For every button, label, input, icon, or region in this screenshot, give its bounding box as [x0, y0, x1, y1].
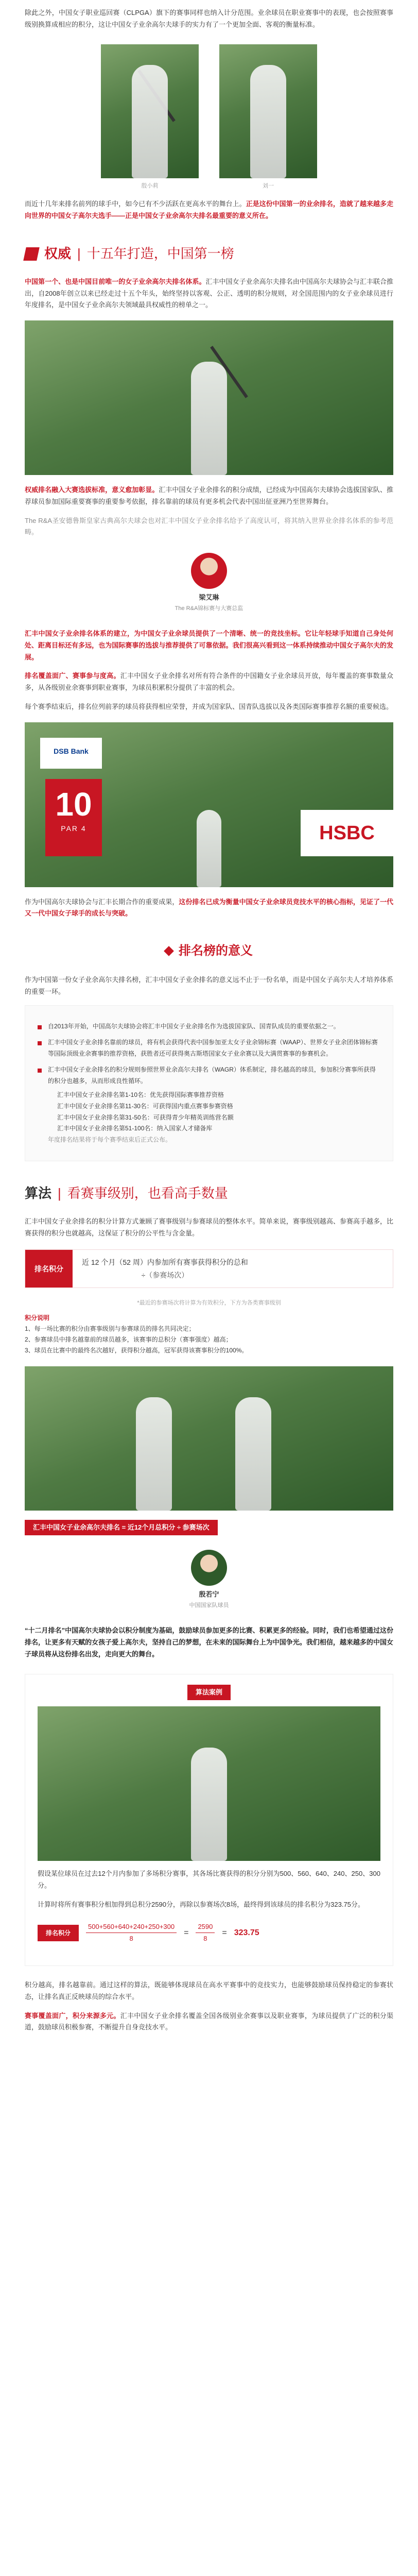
calc-fraction-2: $\frac{2590}{8}$ — [196, 1921, 215, 1945]
quote-title: 中国国家队球员 — [189, 1602, 229, 1609]
section-subtitle: 看赛事级别，也看高手数量 — [67, 1185, 228, 1201]
golfer-photo-right — [219, 44, 317, 178]
section-header-algorithm: 算法 | 看赛事级别，也看高手数量 — [25, 1182, 393, 1206]
quote-card-2 — [25, 1550, 393, 1611]
formula-banner — [25, 1249, 393, 1288]
diamond-icon — [164, 946, 174, 956]
quote-card-1 — [25, 553, 393, 614]
authority-paragraph-2: 权威排名融入大赛选拔标准，意义愈加彰显。汇丰中国女子业余排名的积分成绩，已经成为中国高尔夫球协会选拔国家队、推荐球员参加国际重要赛事的重要参考依据，排名靠前的球员有更多机会代表中国出征亚洲乃至世界舞台。 — [25, 486, 393, 505]
photo-cell-right — [219, 44, 317, 191]
section-subtitle: 十五年打造，中国第一榜 — [86, 246, 234, 262]
quote-paragraph: 汇丰中国女子业余排名体系的建立，为中国女子业余球员提供了一个清晰、统一的竞技坐标。它让年轻球手知道自己身处何处、距离目标还有多远，也为国际赛事的选拔与推荐提供了可靠依据。我们很高兴看到这一体系持续推动中国女子高尔夫的发展。 — [25, 630, 393, 661]
players-photo — [25, 1366, 393, 1511]
step-item: 1、每一场比赛的积分由赛事级别与参赛球员的排名共同决定； — [25, 1325, 195, 1332]
quote-title: The R&A锦标赛与大赛总监 — [175, 605, 243, 612]
formula-line-2: ÷（参赛场次） — [141, 1270, 189, 1279]
algorithm-paragraph: 汇丰中国女子业余排名的积分计算方式兼顾了赛事级别与参赛球员的整体水平。简单来说，赛事级别越高、参赛高手越多，比赛获得的积分也就越高，这保证了积分的公平性与含金量。 — [25, 1217, 393, 1237]
closing-paragraph-1: 积分越高，排名越靠前。通过这样的算法，既能够体现球员在高水平赛事中的竞技实力，也能够鼓励球员保持稳定的参赛状态，让排名真正反映球员的综合水平。 — [25, 1981, 393, 2001]
sub-list-item: 汇丰中国女子业余排名第51-100名：纳入国家人才储备库 — [57, 1125, 213, 1132]
closing-paragraph-2: 赛事覆盖面广，积分来源多元。汇丰中国女子业余排名覆盖全国各级别业余赛事以及职业赛事，为球员提供了广泛的积分渠道，鼓励球员积极参赛，不断提升自身竞技水平。 — [25, 2011, 393, 2031]
coverage-paragraph-3: 作为中国高尔夫球协会与汇丰长期合作的重要成果，这份排名已成为衡量中国女子业余球员竞技水平的核心指标，见证了一代又一代中国女子球手的成长与突破。 — [25, 897, 393, 918]
quote-name: 梁艾琳 — [199, 594, 219, 601]
formula-line-1: 近 12 个月（52 周）内参加所有赛事获得积分的总和 — [82, 1258, 248, 1267]
case-box — [25, 1674, 393, 1967]
step-item: 2、参赛球员中排名越靠前的球员越多，该赛事的总积分（赛事强度）越高； — [25, 1335, 232, 1343]
avatar — [191, 553, 227, 589]
case-title: 算法案例 — [187, 1685, 231, 1701]
section-title: 算法 — [25, 1185, 52, 1201]
authority-paragraph-1: 中国第一个、也是中国目前唯一的女子业余高尔夫排名体系。汇丰中国女子业余高尔夫排名由中国高尔夫球协会与汇丰联合推出，自2008年创立以来已经走过十五个年头，始终坚持以客观、公正、透明的积分规则，对全国范围内的女子业余球员进行年度排名，是中国女子业余高尔夫领域最具权威性的榜单之一。 — [25, 277, 393, 309]
case-paragraph-2: 计算时将所有赛事积分相加得到总积分2590分，再除以参赛场次8场，最终得到该球员的排名积分为323.75分。 — [38, 1900, 364, 1908]
section-marker — [23, 247, 40, 261]
case-photo — [38, 1706, 380, 1861]
meaning-title: 排名榜的意义 — [179, 944, 253, 958]
section-header-authority: 权威 | 十五年打造，中国第一榜 — [25, 242, 393, 266]
coverage-paragraph-2: 每个赛季结束后，排名位列前茅的球员将获得相应荣誉，并成为国家队、国青队选拔以及各类国际赛事推荐名额的重要候选。 — [25, 702, 393, 710]
list-item: 汇丰中国女子业余排名的积分规则参照世界业余高尔夫排名（WAGR）体系制定，排名越高的球员，参加积分赛事所获得的积分也越多，从而形成良性循环。 汇丰中国女子业余排名第1-10名：优先获得国际赛事推荐资格 汇丰中国女子业余排名第11-30名：可获得国内重点赛事参赛资格 汇丰中国女子业余排名第31-50名：可获得青少年精英训练营名额 汇丰中国女子业余排名第51-100名：纳入国家人才储备库 年度排名结果将于每个赛季结束后正式公布。 — [38, 1064, 380, 1145]
meaning-lead: 作为中国第一份女子业余高尔夫排名榜，汇丰中国女子业余排名的意义远不止于一份名单，而是中国女子高尔夫人才培养体系的重要一环。 — [25, 976, 393, 995]
formula-tag: 排名积分 — [25, 1250, 73, 1287]
sub-list-item: 汇丰中国女子业余排名第11-30名：可获得国内重点赛事参赛资格 — [57, 1103, 233, 1110]
calculation: 排名积分 $\frac{500+560+640+240+250+300}{8}$ = $\frac{2590}{8}$ = 323.75 — [38, 1921, 380, 1945]
final-formula: 汇丰中国女子业余高尔夫排名 = 近12个月总积分 ÷ 参赛场次 — [25, 1520, 393, 1536]
hole-sign: 10 PAR 4 — [45, 779, 102, 856]
article — [0, 7, 418, 2056]
photo-caption-right: 刘一 — [263, 182, 274, 189]
calc-label: 排名积分 — [38, 1925, 79, 1942]
sub-list — [57, 1090, 380, 1134]
intro-paragraph-2: 而近十几年来排名前列的球手中，如今已有不少活跃在更高水平的舞台上。正是这份中国第一的业余排名，造就了越来越多走向世界的中国女子高尔夫选手——正是中国女子业余高尔夫排名最重要的意义所在。 — [25, 199, 393, 219]
sub-list-item: 汇丰中国女子业余排名第31-50名：可获得青少年精英训练营名额 — [57, 1113, 234, 1121]
golfer-swing-photo — [25, 320, 393, 475]
calc-result: 323.75 — [234, 1928, 259, 1937]
steps-list: 积分说明 1、每一场比赛的积分由赛事级别与参赛球员的排名共同决定； 2、参赛球员中排名越靠前的球员越多，该赛事的总积分（赛事强度）越高； 3、球员在比赛中的最终名次越好，获得积分越高，冠军获得该赛事积分的100%。 — [25, 1313, 393, 1356]
tournament-photo — [25, 722, 393, 887]
photo-cell-left — [101, 44, 199, 191]
formula-note: *最近的参赛场次将计算为有效积分，下方为各类赛事级别 — [137, 1300, 281, 1307]
sub-list-item: 汇丰中国女子业余排名第1-10名：优先获得国际赛事推荐资格 — [57, 1091, 224, 1099]
intro-paragraph: 除此之外，中国女子职业巡回赛（CLPGA）旗下的赛事同样也纳入计分范围。业余球员在职业赛事中的表现，也会按照赛事级别换算成相应的积分，这让中国女子业余高尔夫球手的实力有了一个更加全面、客观的衡量标准。 — [25, 9, 393, 28]
list-item: 自2013年开始，中国高尔夫球协会将汇丰中国女子业余排名作为选拔国家队、国青队成员的重要依据之一。 — [38, 1021, 380, 1032]
meaning-header — [25, 940, 393, 962]
quote-name: 殷若宁 — [199, 1590, 219, 1599]
section-title: 权威 — [44, 246, 72, 262]
meaning-list — [25, 1005, 393, 1162]
photo-pair — [25, 44, 393, 191]
list-item: 汇丰中国女子业余排名靠前的球员，将有机会获得代表中国参加亚太女子业余锦标赛（WAAP）、世界女子业余团体锦标赛等国际顶级业余赛事的推荐资格，获胜者还可获得奥古斯塔国家女子业余赛以及大满贯赛事的参赛机会。 — [38, 1037, 380, 1059]
case-paragraph-1: 假设某位球员在过去12个月内参加了多场积分赛事，其各场比赛获得的积分分别为500、560、640、240、250、300分。 — [38, 1870, 380, 1890]
sponsor-sign: DSB Bank — [40, 738, 102, 769]
step-item: 3、球员在比赛中的最终名次越好，获得积分越高，冠军获得该赛事积分的100%。 — [25, 1346, 248, 1354]
quote-paragraph-2: “十二月排名”中国高尔夫球协会以积分制度为基础，鼓励球员参加更多的比赛、积累更多的经验。同时，我们也希望通过这份排名，让更多有天赋的女孩子爱上高尔夫，坚持自己的梦想，在未来的国际舞台上为中国争光。我们相信，越来越多的中国女子球员将从这份排名出发，走向更大的舞台。 — [25, 1626, 393, 1658]
golfer-photo-left — [101, 44, 199, 178]
authority-paragraph-3: The R&A圣安德鲁斯皇家古典高尔夫球会也对汇丰中国女子业余排名给予了高度认可，将其纳入世界业余排名体系的参考范畴。 — [25, 516, 393, 536]
coverage-paragraph-1: 排名覆盖面广、赛事参与度高。汇丰中国女子业余排名对所有符合条件的中国籍女子业余球员开放，每年覆盖的赛事数量众多，从各级别业余赛事到职业赛事，为球员积累积分提供了丰富的机会。 — [25, 672, 393, 691]
avatar — [191, 1550, 227, 1586]
photo-caption-left: 殷小莉 — [141, 182, 159, 189]
calc-fraction-1: $\frac{500+560+640+240+250+300}{8}$ — [86, 1921, 177, 1945]
hsbc-board: HSBC — [301, 810, 393, 856]
